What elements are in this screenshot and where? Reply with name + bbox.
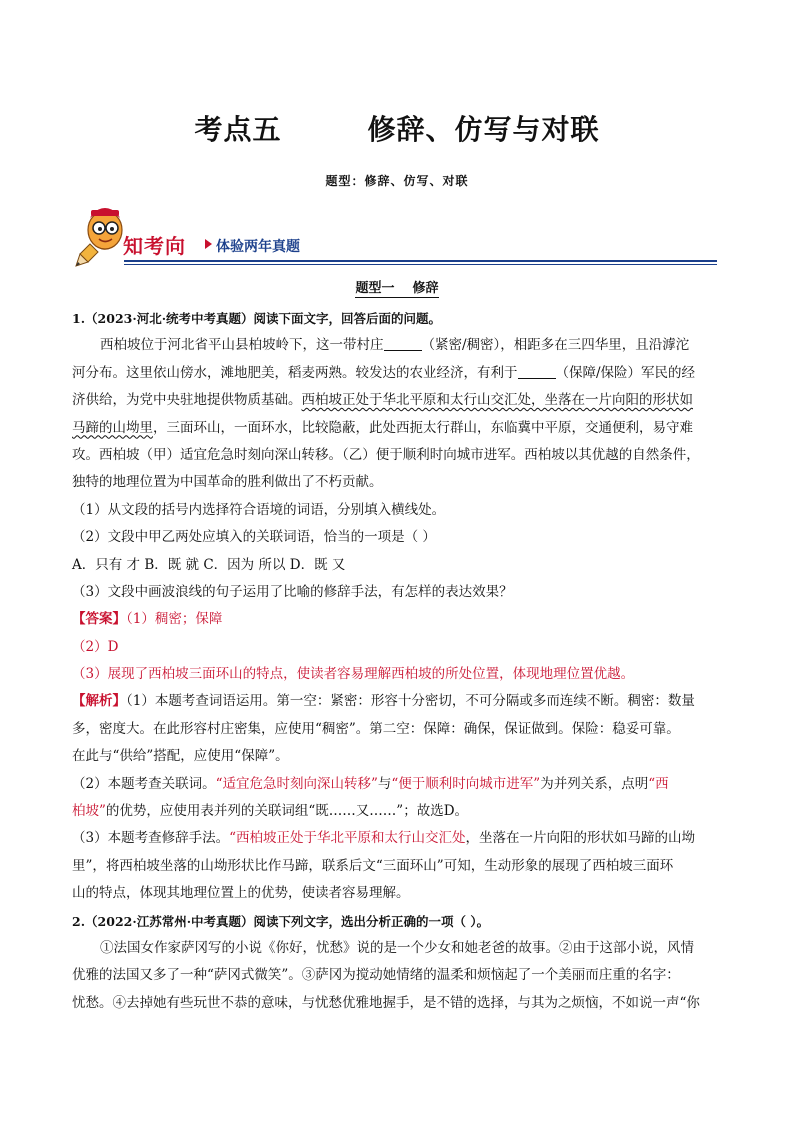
passage-line: 济供给，为党中央驻地提供物质基础。西柏坡正处于华北平原和太行山交汇处，坐落在一片向阳的形状如 — [72, 392, 693, 409]
banner-arrow-icon — [205, 239, 212, 249]
analysis-line: 山的特点，体现其地理位置上的优势，使读者容易理解。 — [72, 885, 410, 902]
analysis-tag: 【解析】 — [72, 693, 126, 710]
analysis-line: （2）本题考查关联词。“适宜危急时刻向深山转移”与“便于顺利时向城市进军”为并列关系，点明“西 — [72, 775, 669, 792]
analysis-line: 【解析】（1）本题考查词语运用。第一空：紧密：形容十分密切，不可分隔或多而连续不断。稠密：数量 — [72, 693, 695, 710]
section-heading-text: 题型一 修辞 — [355, 281, 439, 296]
passage-line: 马蹄的山坳里，三面环山，一面环水，比较隐蔽，此处西扼太行群山，东临冀中平原，交通便利，易守难 — [72, 419, 693, 436]
banner-rule — [124, 260, 717, 262]
sub-question-1: （1）从文段的括号内选择符合语境的词语，分别填入横线处。 — [72, 501, 446, 518]
answer-options: A．只有 才 B．既 就 C．因为 所以 D．既 又 — [72, 556, 346, 573]
passage-line: 优雅的法国又多了一种“萨冈式微笑”。③萨冈为搅动她情绪的温柔和烦恼起了一个美丽而庄重的名字： — [72, 967, 680, 984]
answer-line: （3）展现了西柏坡三面环山的特点，使读者容易理解西柏坡的所处位置，体现地理位置优越。 — [72, 666, 635, 683]
pencil-mascot-icon — [72, 200, 128, 268]
banner-title: 知考向 — [123, 234, 186, 258]
analysis-line: 里”，将西柏坡坐落的山坳形状比作马蹄，联系后文“三面环山”可知，生动形象的展现了西柏坡三面环 — [72, 857, 674, 874]
analysis-line: 柏坡”的优势，应使用表并列的关联词组“既……又……”；故选D。 — [72, 803, 469, 820]
question-1-header: 1.（2023·河北·统考中考真题）阅读下面文字，回答后面的问题。 — [72, 311, 442, 326]
banner-rule-thin — [124, 264, 717, 265]
page-subtitle: 题型：修辞、仿写、对联 — [325, 174, 469, 188]
sub-question-3: （3）文段中画波浪线的句子运用了比喻的修辞手法，有怎样的表达效果？ — [72, 583, 513, 600]
question-content — [72, 305, 722, 1017]
banner-subtitle: 体验两年真题 — [216, 239, 300, 255]
passage-line: 西柏坡位于河北省平山县柏坡岭下，这一带村庄 （紧密/稠密），相距多在三四华里，且沿滹沱 — [100, 337, 690, 354]
page-title: 考点五 修辞、仿写与对联 — [194, 113, 600, 146]
wavy-underlined-sentence: 马蹄的山坳里 — [72, 419, 153, 436]
question-2-header: 2.（2022·江苏常州·中考真题）阅读下列文字，选出分析正确的一项（ ）。 — [72, 913, 490, 929]
answer-line: （2）D — [72, 638, 119, 655]
section-banner — [72, 200, 717, 268]
analysis-line: （3）本题考查修辞手法。“西柏坡正处于华北平原和太行山交汇处，坐落在一片向阳的形状如马蹄的山坳 — [72, 830, 695, 847]
answer-line: 【答案】（1）稠密；保障 — [72, 611, 223, 628]
passage-line: 忧愁。④去掉她有些玩世不恭的意味，与忧愁优雅地握手，是不错的选择，与其为之烦恼，不如说一声“你 — [72, 994, 700, 1011]
sub-question-2: （2）文段中甲乙两处应填入的关联词语，恰当的一项是（ ） — [72, 529, 436, 546]
answer-blank — [518, 364, 556, 379]
passage-line: ①法国女作家萨冈写的小说《你好，忧愁》说的是一个少女和她老爸的故事。②由于这部小说，风情 — [100, 939, 694, 956]
answer-tag: 【答案】 — [72, 611, 126, 628]
section-heading — [0, 277, 794, 296]
wavy-underlined-sentence: 西柏坡正处于华北平原和太行山交汇处，坐落在一片向阳的形状如 — [301, 392, 693, 409]
answer-blank — [384, 336, 422, 351]
passage-line: 独特的地理位置为中国革命的胜利做出了不朽贡献。 — [72, 474, 383, 491]
analysis-line: 在此与“供给”搭配，应使用“保障”。 — [72, 748, 289, 765]
passage-line: 攻。西柏坡（甲）适宜危急时刻向深山转移。（乙）便于顺利时向城市进军。西柏坡以其优越的自然条件， — [72, 446, 700, 463]
passage-line: 河分布。这里依山傍水，滩地肥美，稻麦两熟。较发达的农业经济，有利于 （保障/保险）军民的经 — [72, 364, 696, 381]
analysis-line: 多，密度大。在此形容村庄密集，应使用“稠密”。第二空：保障：确保，保证做到。保险：稳妥可靠。 — [72, 720, 680, 737]
